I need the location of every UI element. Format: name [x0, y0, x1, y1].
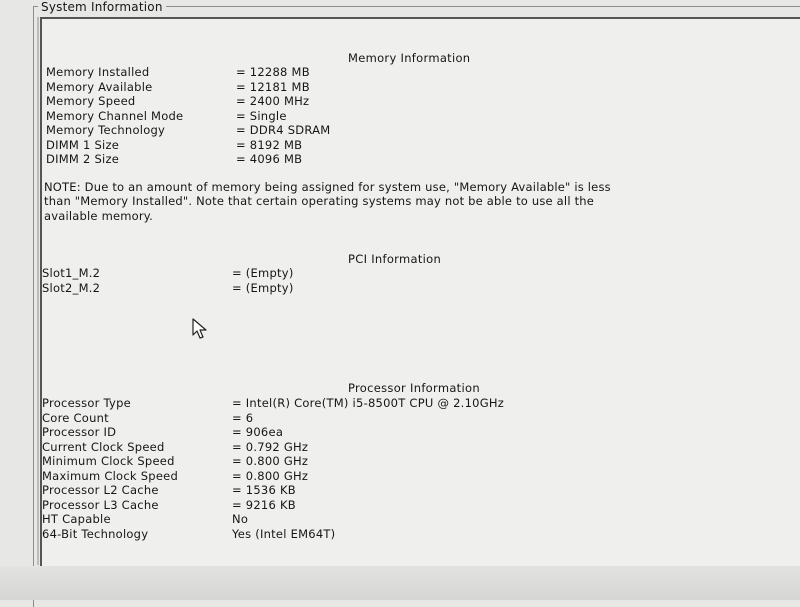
- row-value: = 8192 MB: [236, 137, 303, 152]
- row-label: Processor ID: [42, 425, 117, 439]
- panel-edge: [37, 17, 39, 565]
- row-label: Minimum Clock Speed: [42, 454, 175, 468]
- group-title: System Information: [38, 0, 166, 15]
- row-label: Processor L3 Cache: [42, 497, 159, 512]
- row-value: Yes (Intel EM64T): [232, 526, 336, 541]
- row-label: Current Clock Speed: [42, 439, 165, 454]
- row-label: Processor L2 Cache: [42, 483, 159, 497]
- row-label: Memory Technology: [46, 123, 166, 137]
- row-value: = 0.792 GHz: [232, 439, 309, 454]
- row-value: = Intel(R) Core(TM) i5-8500T CPU @ 2.10GHz: [232, 396, 505, 410]
- row-label: DIMM 2 Size: [46, 152, 120, 166]
- row-value: = 0.800 GHz: [232, 468, 309, 483]
- row-value: = Single: [236, 108, 287, 123]
- row-value: = 6: [232, 410, 254, 425]
- row-value: = (Empty): [232, 281, 294, 295]
- memory-note: [44, 180, 724, 223]
- row-value: = 9216 KB: [232, 497, 296, 512]
- row-label: DIMM 1 Size: [46, 137, 120, 152]
- row-value: = 1536 KB: [232, 483, 296, 497]
- note-line: available memory.: [44, 208, 154, 223]
- row-label: 64-Bit Technology: [42, 526, 149, 541]
- row-label: Slot2_M.2: [42, 281, 101, 295]
- bottom-bar: [0, 566, 800, 600]
- row-label: Memory Speed: [46, 94, 136, 108]
- row-value: = 2400 MHz: [236, 94, 310, 108]
- row-label: Memory Installed: [46, 65, 150, 79]
- mouse-pointer-icon: [192, 318, 210, 340]
- row-label: HT Capable: [42, 512, 111, 526]
- row-value: No: [232, 512, 249, 526]
- memory-section-title: Memory Information: [348, 51, 471, 65]
- row-value: = 4096 MB: [236, 152, 303, 166]
- note-line: than "Memory Installed". Note that certain operating systems may not be able to use all the: [44, 194, 595, 209]
- row-label: Processor Type: [42, 396, 131, 410]
- row-label: Core Count: [42, 410, 109, 425]
- row-label: Slot1_M.2: [42, 266, 101, 280]
- row-value: = DDR4 SDRAM: [236, 123, 331, 137]
- row-value: = 0.800 GHz: [232, 454, 309, 468]
- row-label: Maximum Clock Speed: [42, 468, 179, 483]
- row-value: = (Empty): [232, 266, 294, 280]
- note-line: NOTE: Due to an amount of memory being assigned for system use, "Memory Available" is less: [44, 180, 611, 194]
- row-label: Memory Channel Mode: [46, 108, 184, 123]
- row-value: = 12288 MB: [236, 65, 310, 79]
- row-value: = 906ea: [232, 425, 284, 439]
- row-label: Memory Available: [46, 79, 153, 94]
- row-value: = 12181 MB: [236, 79, 310, 94]
- processor-section-title: Processor Information: [348, 381, 480, 395]
- pci-section-title: PCI Information: [348, 252, 442, 266]
